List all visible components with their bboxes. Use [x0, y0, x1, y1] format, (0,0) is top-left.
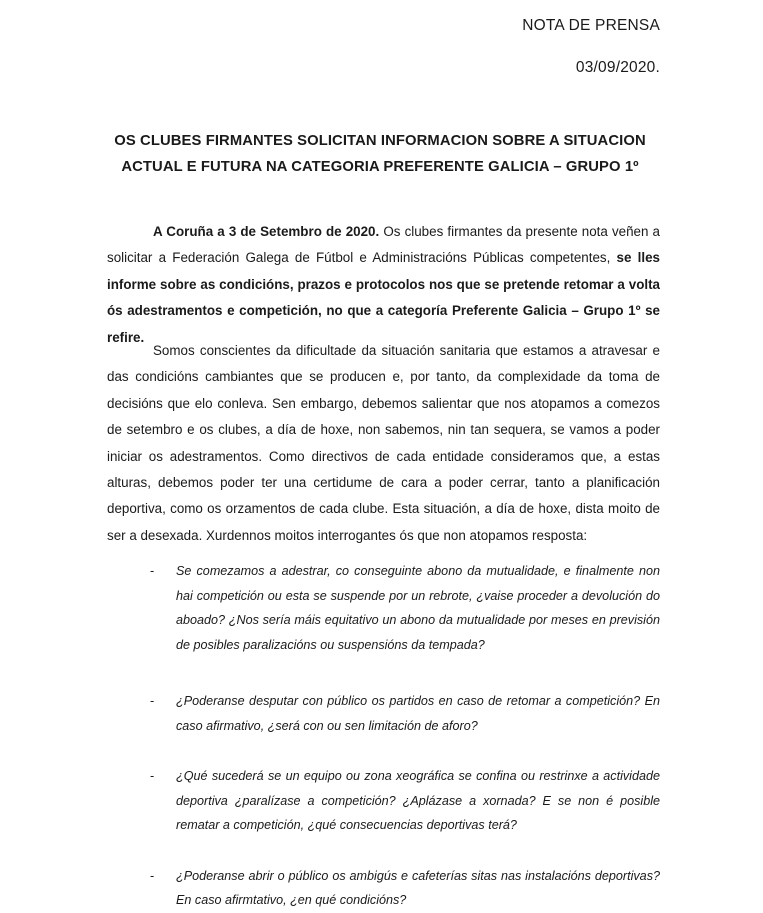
bullet-dash: - [150, 694, 155, 708]
document-title [100, 128, 660, 180]
question-text: ¿Poderanse abrir o público os ambigús e cafeterías sitas nas instalacións deportivas? En caso afirmtativo, ¿en qué condicións? [176, 868, 660, 907]
title-line-2: ACTUAL E FUTURA NA CATEGORIA PREFERENTE GALICIA – GRUPO 1º [121, 159, 639, 175]
question-list [150, 559, 660, 913]
list-item [150, 764, 660, 838]
intro-bold-request: se lles informe sobre as condicións, prazos e protocolos nos que se pretende retomar a volta ós adestramentos e competición, no que a categoría Preferente Galicia – Grupo 1º se refire. [107, 250, 660, 345]
paragraph-context [107, 338, 660, 549]
document-date: 03/09/2020. [575, 59, 660, 76]
list-item [150, 689, 660, 738]
title-line-1: OS CLUBES FIRMANTES SOLICITAN INFORMACION SOBRE A SITUACION [114, 133, 646, 149]
intro-text: Os clubes firmantes da presente nota veñen a solicitar a Federación Galega de Fútbol e Administracións Públicas competentes, [107, 224, 660, 266]
list-item [150, 864, 660, 913]
list-item [150, 559, 660, 657]
press-release-label: NOTA DE PRENSA [522, 17, 660, 34]
intro-lead: A Coruña a 3 de Setembro de 2020. [153, 224, 380, 239]
bullet-dash: - [150, 769, 155, 783]
paragraph-intro [107, 219, 660, 351]
question-text: ¿Poderanse desputar con público os partidos en caso de retomar a competición? En caso afirmativo, ¿será con ou sen limitación de aforo? [176, 694, 660, 733]
question-text: Se comezamos a adestrar, co conseguinte abono da mutualidade, e finalmente non hai competición ou esta se suspende por un rebrote, ¿vaise proceder a devolución do aboado? ¿Nos sería máis equitativo un abono da mutualidade por meses en previsión de posibles paralizacións ou suspensións da tempada? [176, 564, 660, 652]
question-text: ¿Qué sucederá se un equipo ou zona xeográfica se confina ou restrinxe a actividade deportiva ¿paralízase a competición? ¿Aplázase a xornada? E se non é posible rematar a competición, ¿qué consecuencias deportivas terá? [176, 769, 660, 832]
bullet-dash: - [150, 868, 155, 883]
bullet-dash: - [150, 564, 155, 578]
context-text: Somos conscientes da dificultade da situación sanitaria que estamos a atravesar e das condicións cambiantes que se producen e, por tanto, da complexidade da toma de decisións que elo conleva. Sen embargo, debemos salientar que nos atopamos a comezos de setembro e os clubes, a día de hoxe, non sabemos, nin tan sequera, se vamos a poder iniciar os adestramentos. Como directivos de cada entidade consideramos que, a estas alturas, debemos poder ter una certidume de cara a poder cerrar, tanto a planificación deportiva, como os orzamentos de cada clube. Esta situación, a día de hoxe, dista moito de ser a desexada. Xurdennos moitos interrogantes ós que non atopamos resposta: [107, 343, 660, 543]
